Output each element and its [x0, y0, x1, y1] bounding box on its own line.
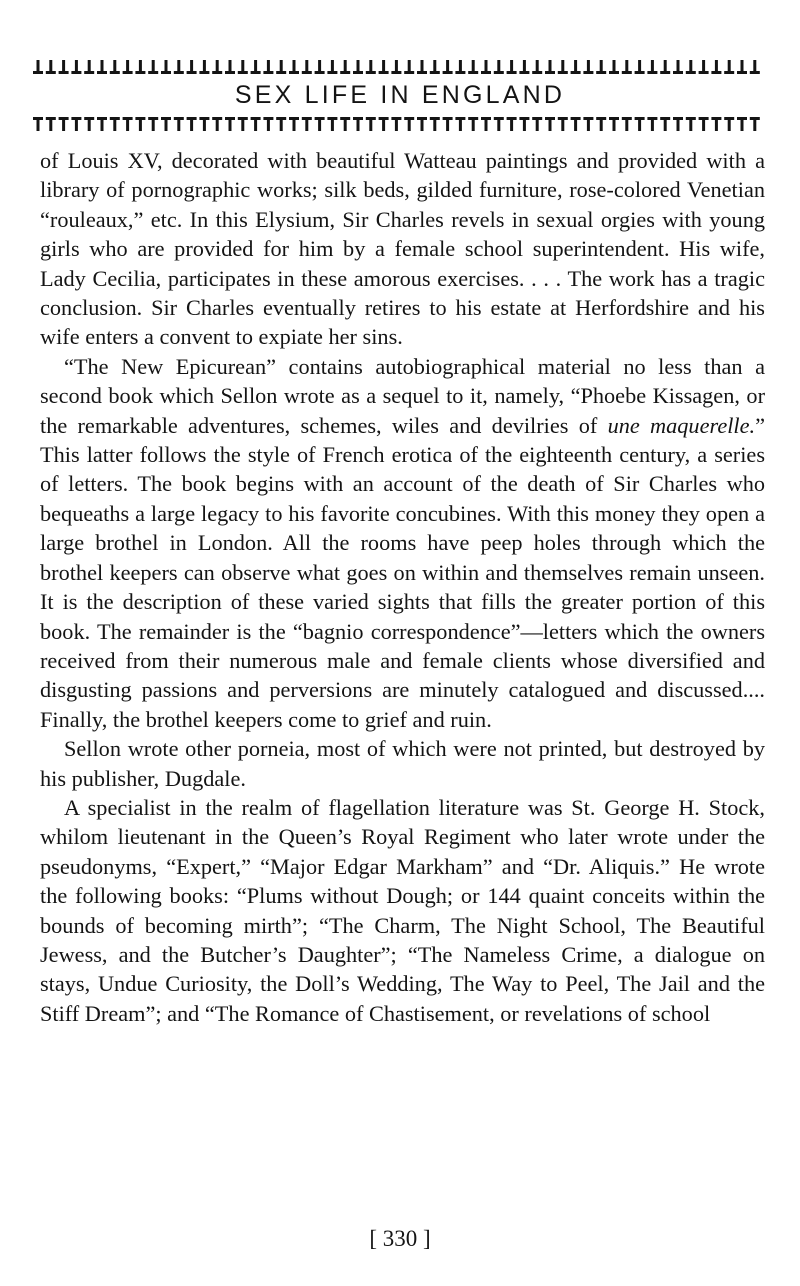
page-number: [ 330 ] [369, 1226, 431, 1251]
border-ornament [315, 117, 325, 131]
border-ornament [276, 60, 286, 74]
border-ornament [97, 117, 107, 131]
border-ornament [635, 117, 645, 131]
border-ornament [327, 60, 337, 74]
border-ornament [212, 60, 222, 74]
border-ornament [558, 117, 568, 131]
border-ornament [481, 117, 491, 131]
border-ornament [647, 60, 657, 74]
border-ornament [366, 60, 376, 74]
border-ornament [686, 117, 696, 131]
paragraph-2 [40, 352, 765, 734]
border-ornament [596, 60, 606, 74]
border-ornament [711, 117, 721, 131]
border-ornament [161, 117, 171, 131]
border-ornament [635, 60, 645, 74]
border-ornament [558, 60, 568, 74]
border-ornament [494, 117, 504, 131]
border-ornament [327, 117, 337, 131]
border-ornament [238, 117, 248, 131]
border-ornament [519, 117, 529, 131]
border-ornament [545, 117, 555, 131]
paragraph-3: Sellon wrote other porneia, most of which were not printed, but destroyed by his publisher, Dugdale. [40, 736, 765, 791]
border-ornament [724, 60, 734, 74]
border-ornament [148, 60, 158, 74]
paragraph-1: of Louis XV, decorated with beautiful Watteau paintings and provided with a library of pornographic works; silk beds, gilded furniture, rose-colored Venetian “rouleaux,” etc. In this Elysium, Sir Charles revels in sexual orgies with young girls who are provided for him by a female school superintendent. His wife, Lady Cecilia, participates in these amorous exercises. . . . The work has a tragic conclusion. Sir Charles eventually retires to his estate at Herfordshire and his wife enters a convent to expiate her sins. [40, 148, 765, 350]
border-ornament [699, 117, 709, 131]
border-ornament [340, 117, 350, 131]
border-ornament [289, 117, 299, 131]
border-ornament [33, 117, 43, 131]
border-ornament [225, 117, 235, 131]
border-ornament [443, 117, 453, 131]
border-ornament [583, 60, 593, 74]
border-ornament [481, 60, 491, 74]
border-ornament [251, 117, 261, 131]
border-ornament [507, 117, 517, 131]
border-ornament [571, 60, 581, 74]
border-ornament [468, 117, 478, 131]
border-ornament [379, 117, 389, 131]
border-ornament [71, 60, 81, 74]
border-ornament [417, 60, 427, 74]
border-ornament [212, 117, 222, 131]
border-ornament [174, 117, 184, 131]
body-text [40, 146, 765, 1028]
border-ornament [123, 60, 133, 74]
paragraph-2-italic-term: une maquerelle. [607, 412, 756, 438]
border-ornament [673, 117, 683, 131]
border-ornament [545, 60, 555, 74]
border-ornament [110, 117, 120, 131]
border-ornament [110, 60, 120, 74]
border-ornament [737, 117, 747, 131]
border-ornament [71, 117, 81, 131]
border-ornament [148, 117, 158, 131]
border-ornament [596, 117, 606, 131]
border-ornament [84, 60, 94, 74]
border-ornament [455, 60, 465, 74]
border-ornament [123, 117, 133, 131]
border-ornament [187, 60, 197, 74]
paragraph-2-text-a: “The New Epicurean” contains autobiographical material no less than a second book which Sellon wrote as a sequel to it, namely, “Phoebe Kissagen, or the remarkable adventures, schemes, wiles and devilries of [40, 353, 765, 438]
border-ornament [430, 117, 440, 131]
border-ornament [46, 117, 56, 131]
border-ornament [238, 60, 248, 74]
border-ornament [430, 60, 440, 74]
border-ornament [251, 60, 261, 74]
border-ornament [302, 117, 312, 131]
border-ornament [647, 117, 657, 131]
border-ornament [673, 60, 683, 74]
border-ornament [46, 60, 56, 74]
border-ornament [353, 117, 363, 131]
paragraph-2-text-b: ” This latter follows the style of French erotica of the eighteenth century, a series of letters. The book begins with an account of the death of Sir Charles who bequeaths a large legacy to his favorite concubines. With this money they open a large brothel in London. All the rooms have peep holes through which the brothel keepers can observe what goes on within and themselves remain unseen. It is the description of these varied sights that fills the greater portion of this book. The remainder is the “bagnio correspondence”—letters which the owners received from their numerous male and female clients whose diversified and disgusting passions and perversions are minutely catalogued and discussed.... Finally, the brothel keepers come to grief and ruin. [40, 412, 765, 732]
border-ornament [737, 60, 747, 74]
decorative-border-bottom [32, 113, 765, 133]
border-ornament [519, 60, 529, 74]
border-ornament [622, 117, 632, 131]
border-ornament [583, 117, 593, 131]
border-ornament [289, 60, 299, 74]
border-ornament [302, 60, 312, 74]
border-ornament [443, 60, 453, 74]
border-ornament [315, 60, 325, 74]
border-ornament [609, 117, 619, 131]
border-ornament [711, 60, 721, 74]
border-ornament [276, 117, 286, 131]
border-ornament [391, 60, 401, 74]
border-ornament [59, 60, 69, 74]
border-ornament [571, 117, 581, 131]
border-ornament [404, 60, 414, 74]
border-ornament [532, 117, 542, 131]
border-ornament [622, 60, 632, 74]
border-ornament [609, 60, 619, 74]
border-ornament [161, 60, 171, 74]
border-ornament [135, 60, 145, 74]
border-ornament [699, 60, 709, 74]
border-ornament [404, 117, 414, 131]
border-ornament [263, 117, 273, 131]
border-ornament [135, 117, 145, 131]
border-ornament [686, 60, 696, 74]
border-ornament [263, 60, 273, 74]
border-ornament [379, 60, 389, 74]
border-ornament [532, 60, 542, 74]
border-ornament [97, 60, 107, 74]
border-ornament [174, 60, 184, 74]
border-ornament [750, 117, 760, 131]
border-ornament [225, 60, 235, 74]
border-ornament [417, 117, 427, 131]
border-ornament [455, 117, 465, 131]
border-ornament [199, 60, 209, 74]
border-ornament [507, 60, 517, 74]
border-ornament [84, 117, 94, 131]
running-head: SEX LIFE IN ENGLAND [234, 81, 566, 109]
border-ornament [33, 60, 43, 74]
border-ornament [199, 117, 209, 131]
border-ornament [353, 60, 363, 74]
border-ornament [468, 60, 478, 74]
paragraph-4: A specialist in the realm of flagellation literature was St. George H. Stock, whilom lieutenant in the Queen’s Royal Regiment who later wrote under the pseudonyms, “Expert,” “Major Edgar Markham” and “Dr. Aliquis.” He wrote the following books: “Plums without Dough; or 144 quaint conceits within the bounds of becoming mirth”; “The Charm, The Night School, The Beautiful Jewess, and the Butcher’s Daughter”; “The Nameless Crime, a dialogue on stays, Undue Curiosity, the Doll’s Wedding, The Way to Peel, The Jail and the Stiff Dream”; and “The Romance of Chastisement, or revelations of school [40, 794, 765, 1026]
border-ornament [660, 117, 670, 131]
border-ornament [750, 60, 760, 74]
border-ornament [724, 117, 734, 131]
decorative-border-top [32, 58, 765, 78]
border-ornament [340, 60, 350, 74]
border-ornament [59, 117, 69, 131]
border-ornament [391, 117, 401, 131]
border-ornament [187, 117, 197, 131]
border-ornament [660, 60, 670, 74]
border-ornament [366, 117, 376, 131]
border-ornament [494, 60, 504, 74]
